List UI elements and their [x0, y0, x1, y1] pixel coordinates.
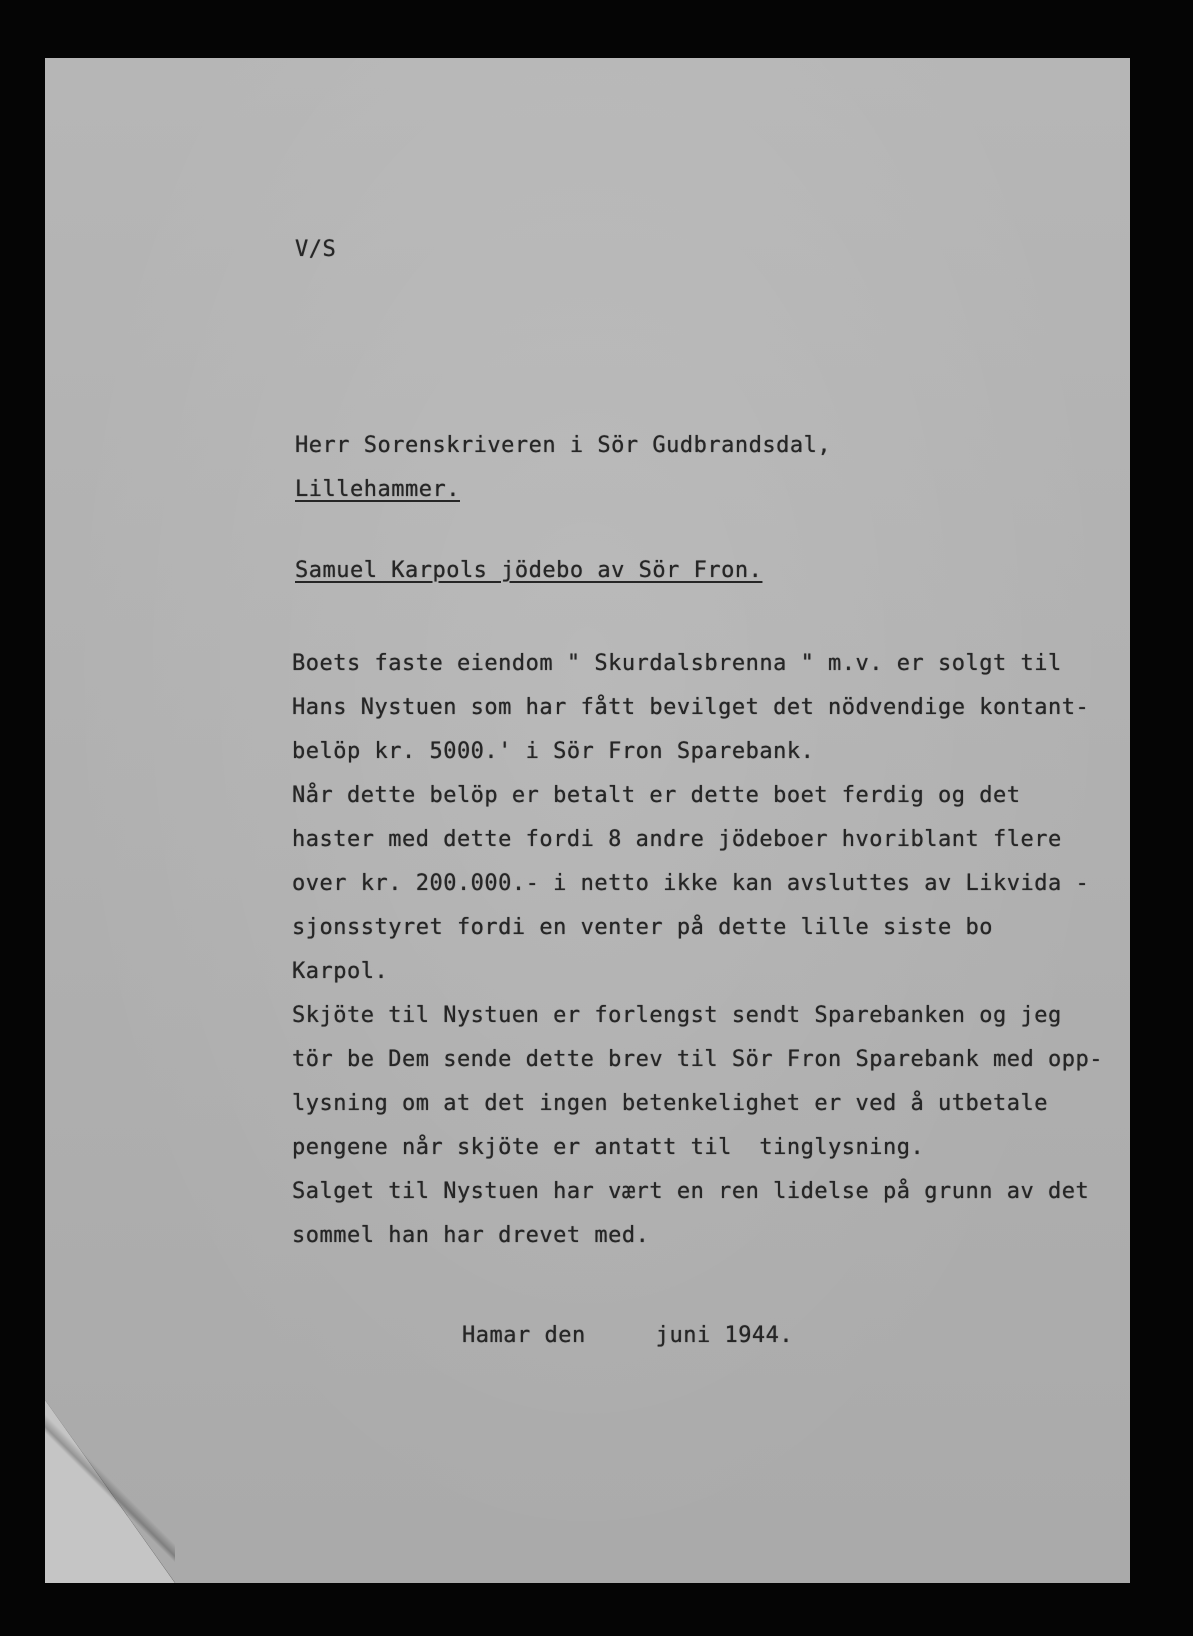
body-line: sommel han har drevet med.	[292, 1223, 650, 1248]
document-page	[45, 58, 1130, 1583]
body-line: Hans Nystuen som har fått bevilget det nödvendige kontant-	[292, 695, 1090, 720]
closing-line	[462, 1322, 793, 1350]
reference-mark: V/S	[295, 237, 337, 262]
closing-place: Hamar den	[462, 1323, 586, 1348]
body-line: pengene når skjöte er antatt til tinglysning.	[292, 1135, 925, 1160]
letter-subject: Samuel Karpols jödebo av Sör Fron.	[295, 558, 763, 583]
body-line: Salget til Nystuen har vært en ren lidelse på grunn av det	[292, 1179, 1090, 1204]
addressee-line: Herr Sorenskriveren i Sör Gudbrandsdal,	[295, 433, 832, 458]
body-line: Når dette belöp er betalt er dette boet ferdig og det	[292, 783, 1021, 808]
body-line: haster med dette fordi 8 andre jödeboer hvoriblant flere	[292, 827, 1062, 852]
body-line: lysning om at det ingen betenkelighet er ved å utbetale	[292, 1091, 1048, 1116]
addressee-city: Lillehammer.	[295, 477, 460, 502]
body-line: Skjöte til Nystuen er forlengst sendt Sparebanken og jeg	[292, 1003, 1062, 1028]
closing-date: juni 1944.	[655, 1323, 794, 1348]
body-line: Boets faste eiendom " Skurdalsbrenna " m.v. er solgt til	[292, 651, 1062, 676]
folded-corner	[45, 1400, 175, 1583]
body-line: tör be Dem sende dette brev til Sör Fron Sparebank med opp-	[292, 1047, 1103, 1072]
body-line: belöp kr. 5000.' i Sör Fron Sparebank.	[292, 739, 815, 764]
body-line: sjonsstyret fordi en venter på dette lille siste bo	[292, 915, 994, 940]
body-line: over kr. 200.000.- i netto ikke kan avsluttes av Likvida -	[292, 871, 1090, 896]
body-line: Karpol.	[292, 959, 389, 984]
